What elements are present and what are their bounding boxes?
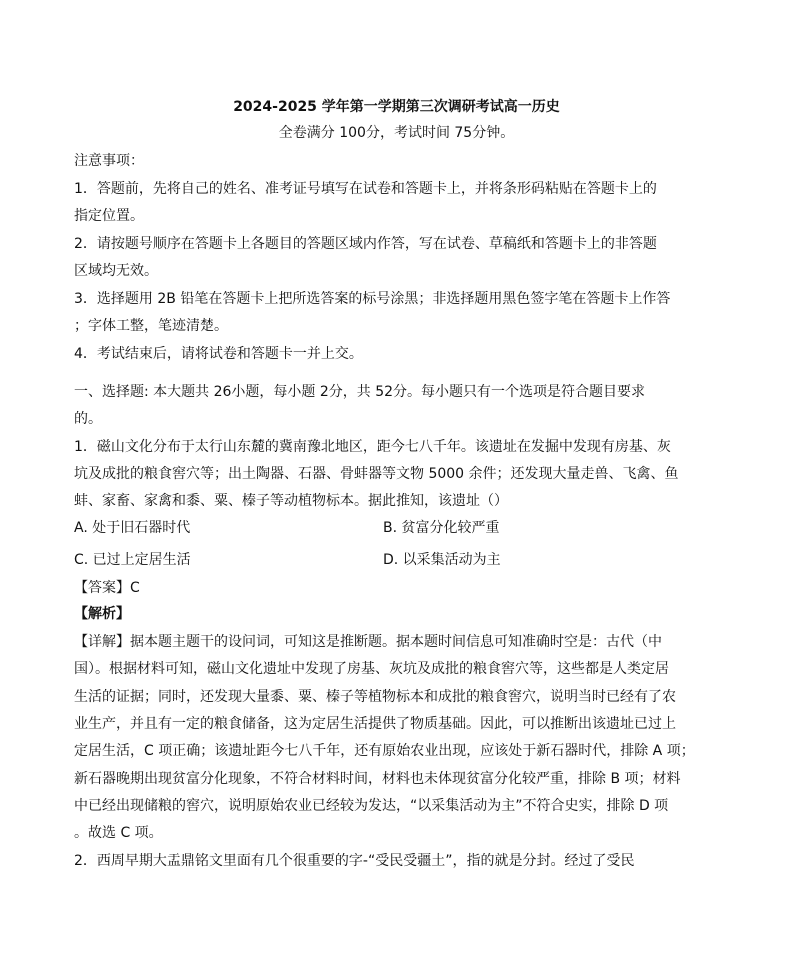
q1-stem-line: 坑及成批的粮食窖穴等；出土陶器、石器、骨蚌器等文物 5000 余件；还发现大量走兽、飞禽、鱼 (74, 466, 679, 482)
note-line: 区域均无效。 (74, 263, 158, 279)
note-line: 指定位置。 (74, 208, 144, 224)
q1-option-d: D. 以采集活动为主 (383, 552, 501, 568)
q1-detail-line: 业生产，并且有一定的粮食储备，这为定居生活提供了物质基础。因此，可以推断出该遗址已过上 (74, 716, 676, 732)
q2-stem-line: 2．西周早期大盂鼎铭文里面有几个很重要的字-“受民受疆土”，指的就是分封。经过了受民 (74, 853, 635, 869)
note-line: 3．选择题用 2B 铅笔在答题卡上把所选答案的标号涂黑；非选择题用黑色签字笔在答题卡上作答 (74, 291, 671, 307)
q1-detail-line: 生活的证据；同时，还发现大量黍、粟、榛子等植物标本和成批的粮食窖穴，说明当时已经有了农 (74, 689, 676, 705)
q1-detail-line: 。故选 C 项。 (74, 825, 163, 841)
q1-option-b: B. 贫富分化较严重 (383, 520, 500, 536)
q1-detail-line: 中已经出现储粮的窖穴，说明原始农业已经较为发达，“以采集活动为主”不符合史实，排除 D 项 (74, 798, 669, 814)
q1-detail-line: 定居生活，C 项正确；该遗址距今七八千年，还有原始农业出现，应该处于新石器时代，排除 A 项； (74, 743, 695, 759)
exam-title: 2024-2025 学年第一学期第三次调研考试高一历史 (233, 99, 560, 115)
q1-stem-line: 1．磁山文化分布于太行山东麓的冀南豫北地区，距今七八千年。该遗址在发掘中发现有房基、灰 (74, 439, 671, 455)
q1-option-c: C. 已过上定居生活 (74, 552, 191, 568)
q1-detail-line: 【详解】据本题主题干的设问词，可知这是推断题。据本题时间信息可知准确时空是：古代（中 (74, 634, 662, 650)
q1-detail-line: 新石器晚期出现贫富分化现象，不符合材料时间，材料也未体现贫富分化较严重，排除 B 项；材料 (74, 771, 681, 787)
section-heading: 一、选择题: 本大题共 26小题，每小题 2分，共 52分。每小题只有一个选项是符合题目要求 (74, 384, 646, 400)
q1-option-a: A. 处于旧石器时代 (74, 520, 191, 536)
note-line: 4．考试结束后，请将试卷和答题卡一并上交。 (74, 346, 363, 362)
note-line: 1．答题前，先将自己的姓名、准考证号填写在试卷和答题卡上，并将条形码粘贴在答题卡上的 (74, 181, 657, 197)
note-line: ；字体工整，笔迹清楚。 (74, 318, 228, 334)
q1-detail-line: 国）。根据材料可知，磁山文化遗址中发现了房基、灰坑及成批的粮食窖穴等，这些都是人类定居 (74, 661, 669, 677)
exam-subtitle: 全卷满分 100分，考试时间 75分钟。 (278, 125, 515, 141)
section-heading-cont: 的。 (74, 411, 102, 427)
q1-answer: 【答案】C (74, 580, 140, 596)
note-line: 2．请按题号顺序在答题卡上各题目的答题区域内作答，写在试卷、草稿纸和答题卡上的非答题 (74, 236, 657, 252)
notes-heading: 注意事项： (74, 153, 144, 169)
q1-stem-line: 蚌、家畜、家禽和黍、粟、榛子等动植物标本。据此推知，该遗址（） (74, 493, 508, 509)
q1-analysis-label: 【解析】 (74, 606, 130, 622)
